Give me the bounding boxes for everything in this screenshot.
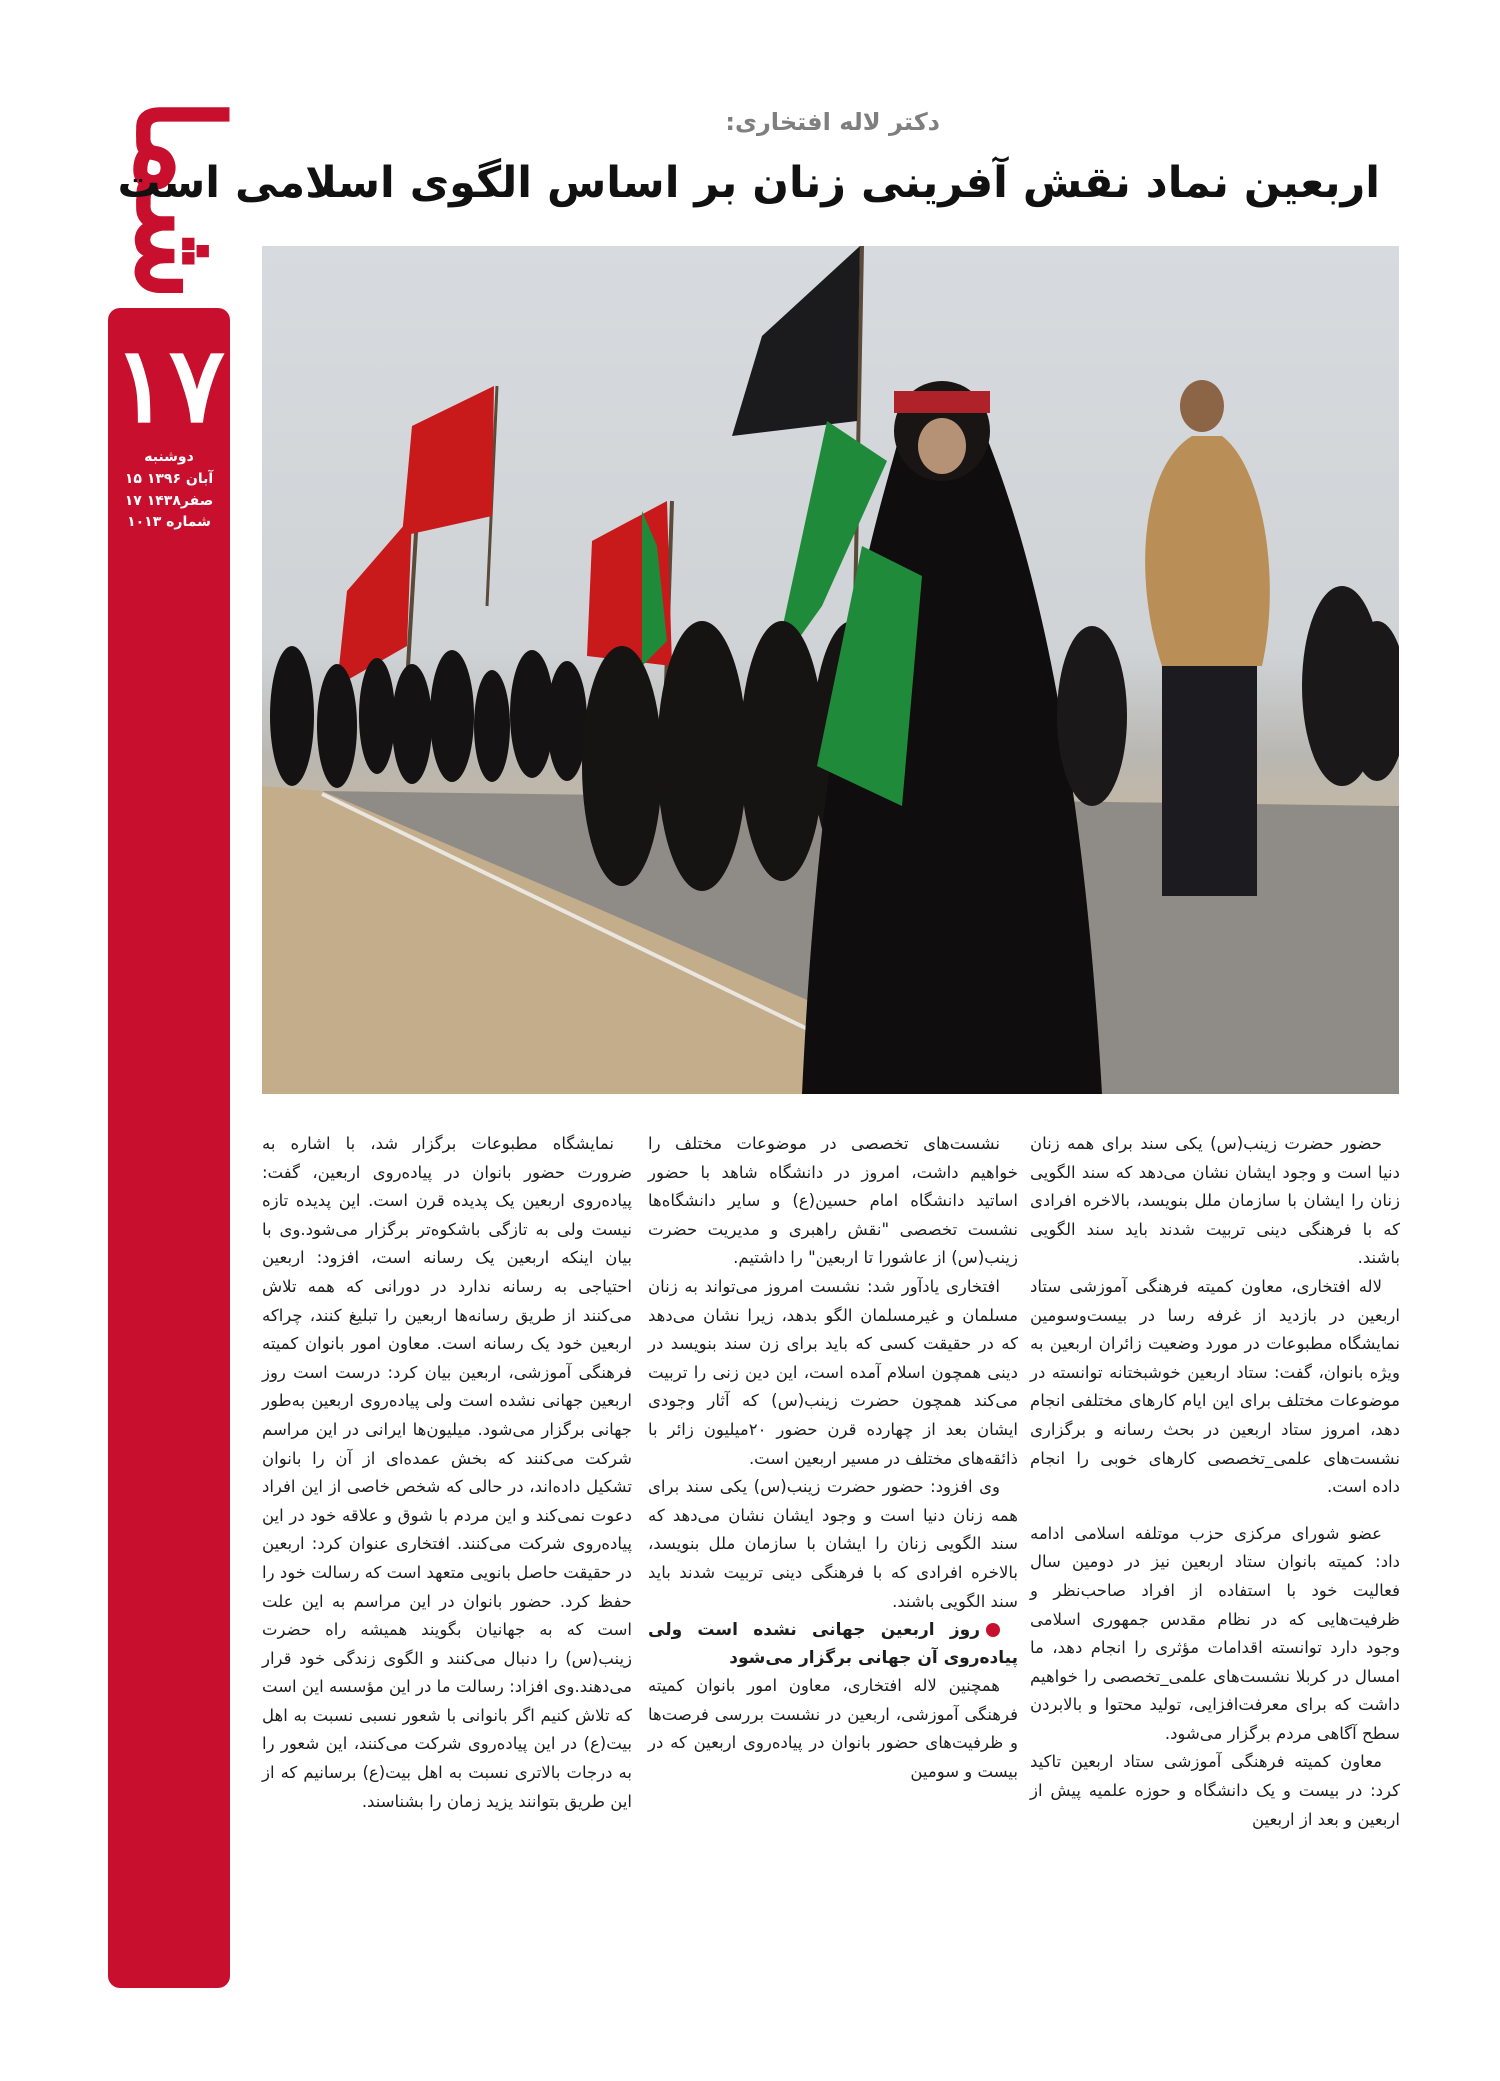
article-headline: اربعین نماد نقش آفرینی زنان بر اساس الگوی اسلامی است [117, 158, 1380, 208]
paragraph: حضور حضرت زینب(س) یکی سند برای همه زنان دنیا است و وجود ایشان نشان می‌دهد که سند الگویی زنان را ایشان با سازمان ملل بنویسد، بالاخره افرادی که با فرهنگی دینی تربیت شدند باید سند الگویی باشند. [1030, 1134, 1400, 1268]
issue-meta [108, 447, 230, 534]
article-column-right [1030, 1130, 1400, 1834]
issue-serial: شماره ۱۰۱۳ [127, 514, 211, 531]
paragraph: همچنین لاله افتخاری، معاون امور بانوان کمیته فرهنگی آموزشی، اربعین در نشست بررسی فرصت‌ها و ظرفیت‌های حضور بانوان در پیاده‌روی اربعین که در بیست و سومین [648, 1676, 1018, 1781]
paragraph: وی افزود: حضور حضرت زینب(س) یکی سند برای همه زنان دنیا است و وجود ایشان نشان می‌دهد که سند الگویی زنان را ایشان با سازمان ملل بنویسد، بالاخره افرادی که با فرهنگی دینی تربیت شدند باید سند الگویی باشند. [648, 1477, 1018, 1611]
issue-date-solar: ۱۵ آبان ۱۳۹۶ [124, 470, 214, 487]
article-subheading [648, 1616, 1018, 1672]
crowd-distant [270, 646, 587, 788]
paragraph: لاله افتخاری، معاون کمیته فرهنگی آموزشی ستاد اربعین در بازدید از غرفه رسا در بیست‌وسومین نمایشگاه مطبوعات در مورد وضعیت زائران اربعین به ویژه بانوان، گفت: ستاد اربعین خوشبختانه توانسته در موضوعات مختلف برای این ایام کارهای مختلفی انجام دهد، امروز ستاد اربعین در بحث رسانه و برگزاری نشست‌های علمی_تخصصی کارهای خوبی را انجام داده است. [1030, 1276, 1400, 1497]
paragraph: عضو شورای مرکزی حزب موتلفه اسلامی ادامه داد: کمیته بانوان ستاد اربعین نیز در دومین سال فعالیت خود با استفاده از افراد صاحب‌نظر و ظرفیت‌هایی که در نظام مقدس جمهوری اسلامی وجود دارد توانسته اقدامات مؤثری را انجام دهد، ما امسال در کربلا نشست‌های علمی_تخصصی را خواهیم داشت که برای معرفت‌افزایی، تولید محتوا و بالابردن سطح آگاهی مردم برگزار می‌شود. [1030, 1523, 1400, 1743]
flag-black [732, 246, 860, 436]
article-photo [262, 246, 1399, 1094]
paragraph: نشست‌های تخصصی در موضوعات مختلف را خواهیم داشت، امروز در دانشگاه شاهد با حضور اساتید دانشگاه امام حسین(ع) و سایر دانشگاه‌ها نشست تخصصی "نقش راهبری و مدیریت حضرت زینب(س) از عاشورا تا اربعین" را داشتیم. [648, 1134, 1018, 1268]
issue-date-lunar: ۱۷ صفر۱۴۳۸ [124, 492, 214, 509]
right-walker [1145, 380, 1270, 896]
paragraph: نمایشگاه مطبوعات برگزار شد، با اشاره به ضرورت حضور بانوان در پیاده‌روی اربعین، گفت: پیاده‌روی اربعین یک پدیده قرن است. این پدیده تازه نیست ولی به تازگی باشکوه‌تر برگزار می‌شود.وی با بیان اینکه اربعین یک رسانه است، افزود: اربعین احتیاجی به رسانه ندارد در دورانی که همه تلاش می‌کنند از طریق رسانه‌ها اربعین را تبلیغ کنند، چراکه اربعین خود یک رسانه است. معاون امور بانوان کمیته فرهنگی آموزشی، اربعین بیان کرد: درست است روز اربعین جهانی نشده است ولی پیاده‌روی اربعین به‌طور جهانی برگزار می‌شود. میلیون‌ها ایرانی در این مراسم شرکت می‌کنند که بخش عمده‌ای از آن را بانوان تشکیل داده‌اند، در حالی که شخص خاصی از این افراد دعوت نمی‌کند و این مردم با شوق و علاقه خود در این پیاده‌روی شرکت می‌کنند. افتخاری عنوان کرد: اربعین در حقیقت حاصل بانویی متعهد است که رسالت خود را حفظ کرد. حضور بانوان در این مراسم به این علت است که به جهانیان بگویند همیشه راه حضرت زینب(س) را دنبال می‌کنند و الگوی زندگی خود قرار می‌دهند.وی افزاد: رسالت ما در این مؤسسه این است که تلاش کنیم اگر بانوانی با شعور نسبی نسبت به اهل بیت(ع) در این پیاده‌روی شرکت می‌کنند، این شعور را به درجات بالاتری نسبت به اهل بیت(ع) برسانیم که از این طریق بتوانند یزید زمان را بشناسند. [262, 1134, 632, 1811]
pilgrims-photo-illustration [262, 246, 1399, 1094]
subheading-text: روز اربعین جهانی نشده است ولی پیاده‌روی آن جهانی برگزار می‌شود [648, 1620, 1018, 1669]
article-column-left [262, 1130, 632, 1816]
bullet-icon [986, 1623, 1000, 1637]
article-column-middle [648, 1130, 1018, 1786]
paragraph: افتخاری یادآور شد: نشست امروز می‌تواند به زنان مسلمان و غیرمسلمان الگو بدهد، زیرا نشان می‌دهد که در حقیقت کسی که باید برای زن سند بنویسد در دینی همچون اسلام آمده است، این دین زنی را تربیت می‌کند همچون حضرت زینب(س) که آثار وجودی ایشان بعد از چهارده قرن حضور ۲۰میلیون زائر با ذائقه‌های مختلف در مسیر اربعین است. [648, 1276, 1018, 1468]
issue-weekday: دوشنبه [144, 449, 194, 466]
masthead-logo: شما [110, 97, 249, 302]
paragraph: معاون کمیته فرهنگی آموزشی ستاد اربعین تاکید کرد: در بیست و یک دانشگاه و حوزه علمیه پیش از اربعین و بعد از اربعین [1030, 1752, 1400, 1829]
issue-number: ۱۷ [113, 323, 225, 446]
article-kicker: دکتر لاله افتخاری: [725, 108, 940, 136]
issue-sidebar [108, 308, 230, 1988]
